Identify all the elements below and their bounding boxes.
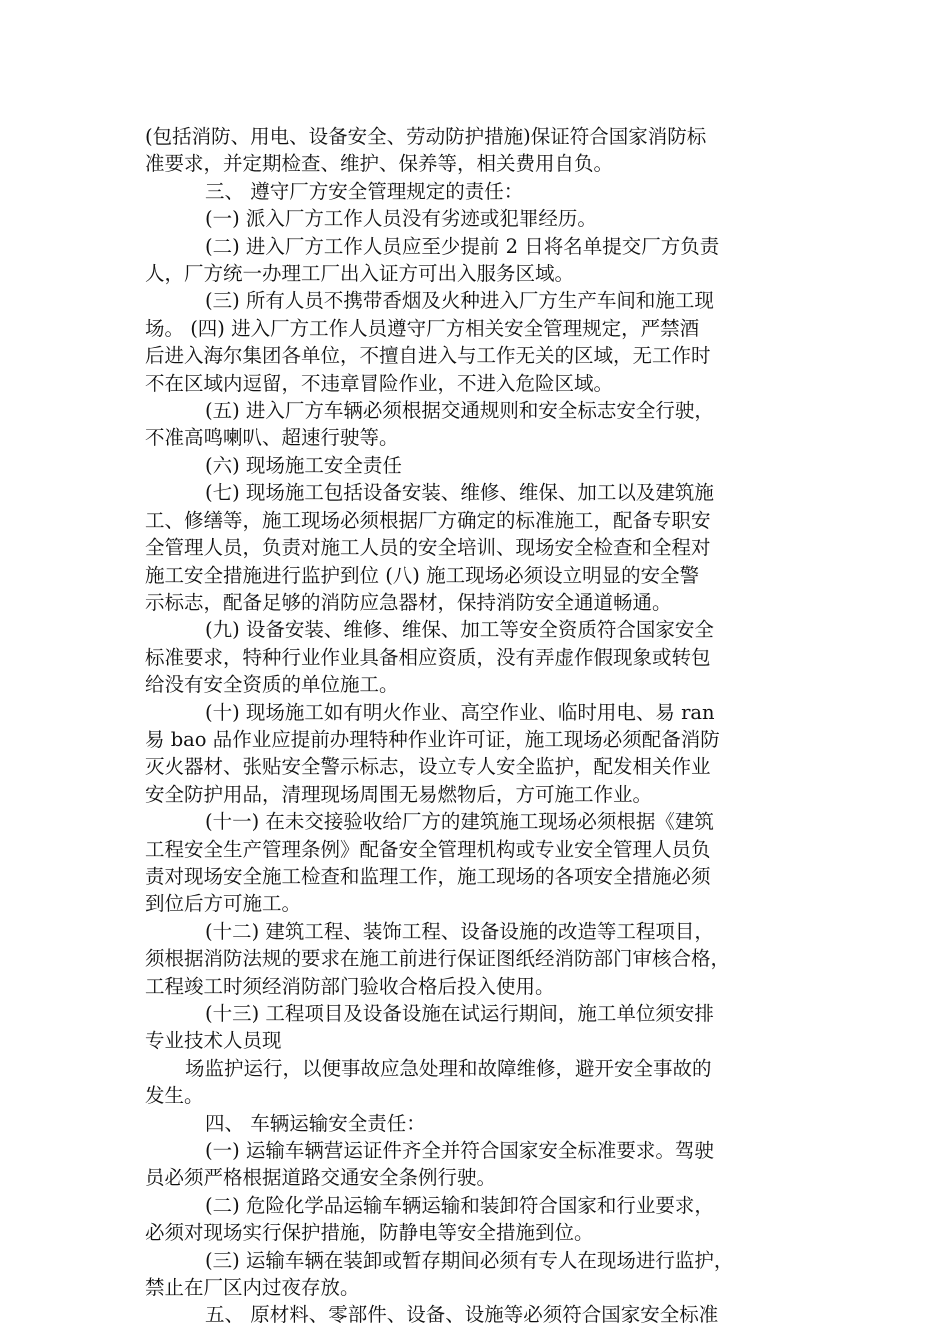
text-line: 安全防护用品，清理现场周围无易燃物后，方可施工作业。 [145, 782, 653, 806]
text-line: 施工安全措施进行监护到位 (八) 施工现场必须设立明显的安全警 [145, 563, 700, 587]
text-line: 不在区域内逗留，不违章冒险作业，不进入危险区域。 [145, 371, 614, 395]
text-line: 标准要求，特种行业作业具备相应资质，没有弄虚作假现象或转包 [145, 645, 711, 669]
text-line: (五) 进入厂方车辆必须根据交通规则和安全标志安全行驶， [205, 399, 714, 423]
text-line: (二) 危险化学品运输车辆运输和装卸符合国家和行业要求， [205, 1193, 714, 1217]
text-line: 四、 车辆运输安全责任： [205, 1111, 426, 1135]
text-line: (一) 运输车辆营运证件齐全并符合国家安全标准要求。驾驶 [205, 1139, 714, 1163]
text-line: (十二) 建筑工程、装饰工程、设备设施的改造等工程项目， [205, 919, 714, 943]
text-line: (七) 现场施工包括设备安装、维修、维保、加工以及建筑施 [205, 481, 714, 505]
text-line: 工程安全生产管理条例》配备安全管理机构或专业安全管理人员负 [145, 837, 711, 861]
text-line: 给没有安全资质的单位施工。 [145, 673, 399, 697]
text-line: (六) 现场施工安全责任 [205, 453, 402, 477]
text-line: 发生。 [145, 1084, 204, 1108]
text-line: 禁止在厂区内过夜存放。 [145, 1276, 360, 1300]
text-line: (包括消防、用电、设备安全、劳动防护措施)保证符合国家消防标 [145, 125, 707, 148]
text-line: (十三) 工程项目及设备设施在试运行期间，施工单位须安排 [205, 1002, 714, 1025]
text-line: 场监护运行，以便事故应急处理和故障维修，避开安全事故的 [185, 1056, 712, 1080]
document-body [145, 123, 813, 1329]
text-line: 全管理人员，负责对施工人员的安全培训、现场安全检查和全程对 [145, 536, 711, 560]
text-line: 易 bao 品作业应提前办理特种作业许可证，施工现场必须配备消防 [145, 727, 720, 751]
text-line: 工、修缮等，施工现场必须根据厂方确定的标准施工，配备专职安 [145, 508, 711, 532]
text-line: 责对现场安全施工检查和监理工作，施工现场的各项安全措施必须 [145, 864, 711, 888]
text-line: 后进入海尔集团各单位，不擅自进入与工作无关的区域，无工作时 [145, 344, 711, 368]
text-line: (二) 进入厂方工作人员应至少提前 2 日将名单提交厂方负责 [205, 234, 720, 258]
text-line: 示标志，配备足够的消防应急器材，保持消防安全通道畅通。 [145, 590, 672, 614]
text-line: (一) 派入厂方工作人员没有劣迹或犯罪经历。 [205, 207, 597, 231]
text-line: 工程竣工时须经消防部门验收合格后投入使用。 [145, 974, 555, 998]
text-line: 员必须严格根据道路交通安全条例行驶。 [145, 1166, 497, 1190]
text-line: 准要求，并定期检查、维护、保养等，相关费用自负。 [145, 152, 614, 176]
text-line: 到位后方可施工。 [145, 892, 302, 916]
text-line: (九) 设备安装、维修、维保、加工等安全资质符合国家安全 [205, 618, 714, 642]
text-line: 灭火器材、张贴安全警示标志，设立专人安全监护，配发相关作业 [145, 755, 711, 779]
text-line: (十) 现场施工如有明火作业、高空作业、临时用电、易 ran [205, 700, 715, 724]
text-line: 场。 (四) 进入厂方工作人员遵守厂方相关安全管理规定，严禁酒 [145, 316, 700, 340]
text-line: 须根据消防法规的要求在施工前进行保证图纸经消防部门审核合格， [145, 947, 731, 971]
text-line: 不准高鸣喇叭、超速行驶等。 [145, 426, 399, 450]
text-line: 五、 原材料、零部件、设备、设施等必须符合国家安全标准 [205, 1303, 719, 1327]
text-line: 三、 遵守厂方安全管理规定的责任： [205, 179, 524, 203]
text-line: 必须对现场实行保护措施，防静电等安全措施到位。 [145, 1221, 594, 1245]
text-line: (三) 所有人员不携带香烟及火种进入厂方生产车间和施工现 [205, 289, 714, 313]
text-line: (十一) 在未交接验收给厂方的建筑施工现场必须根据《建筑 [205, 810, 714, 834]
text-line: (三) 运输车辆在装卸或暂存期间必须有专人在现场进行监护， [205, 1248, 734, 1272]
text-line: 专业技术人员现 [145, 1029, 282, 1053]
text-line: 人，厂方统一办理工厂出入证方可出入服务区域。 [145, 262, 575, 286]
